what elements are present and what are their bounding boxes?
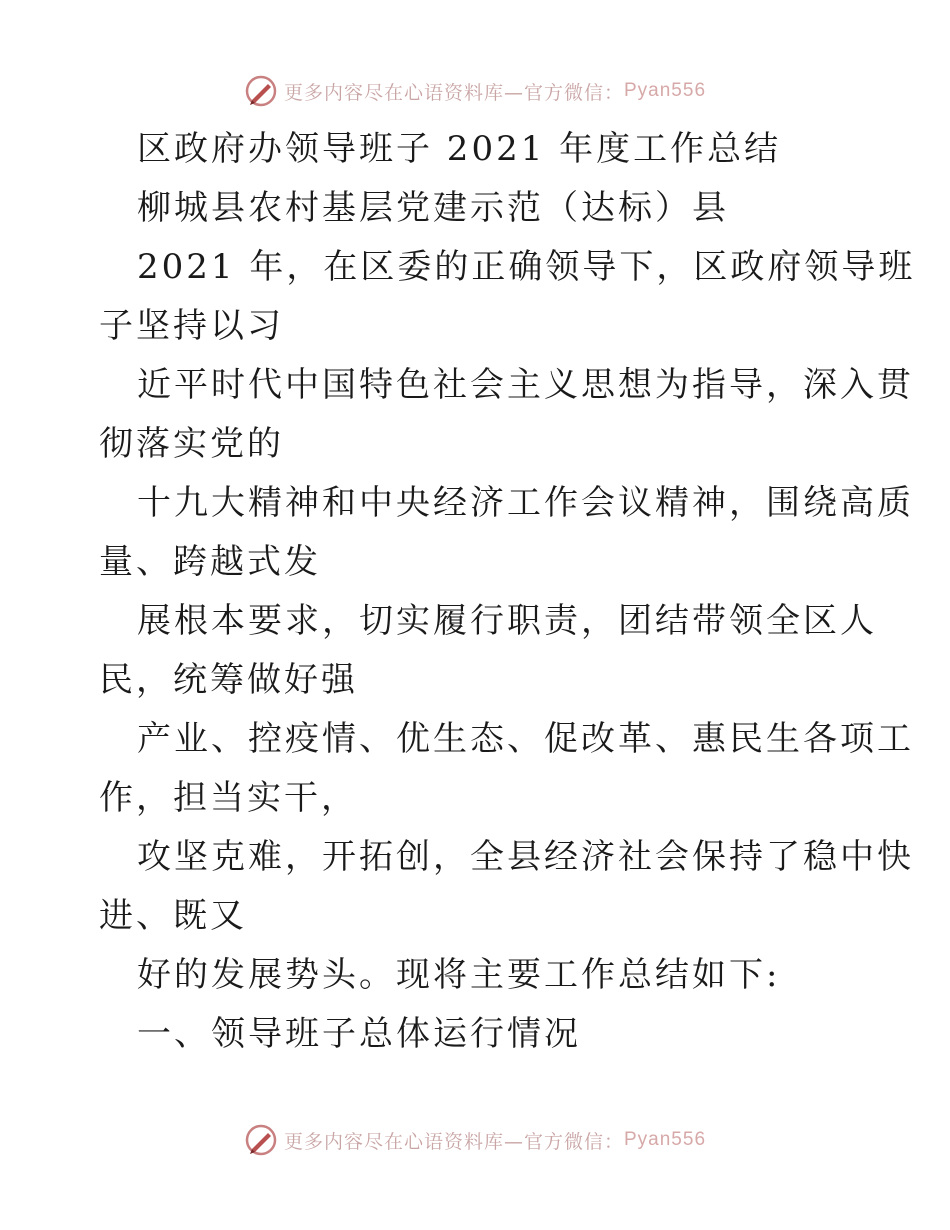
watermark-footer: [0, 1120, 950, 1160]
watermark-text: 更多内容尽在心语资料库—官方微信：: [283, 1130, 624, 1153]
paragraph-line: 十九大精神和中央经济工作会议精神，围绕高质: [137, 483, 914, 523]
watermark-handle: Pyan556: [624, 1129, 707, 1150]
document-subtitle: 柳城县农村基层党建示范（达标）县: [137, 188, 729, 228]
paragraph-line: 作，担当实干，: [99, 778, 358, 818]
paragraph-line: 好的发展势头。现将主要工作总结如下:: [137, 955, 781, 995]
pen-logo-icon: [244, 1123, 278, 1157]
paragraph-line: 产业、控疫情、优生态、促改革、惠民生各项工: [137, 719, 914, 759]
paragraph-line: 进、既又: [99, 896, 247, 936]
section-heading: 一、领导班子总体运行情况: [137, 1014, 581, 1054]
watermark-header: [0, 71, 950, 111]
watermark-handle: Pyan556: [624, 80, 707, 101]
document-title: 区政府办领导班子 2021 年度工作总结: [137, 129, 782, 169]
paragraph-line: 2021 年，在区委的正确领导下，区政府领导班: [137, 247, 916, 287]
paragraph-line: 民，统筹做好强: [99, 660, 358, 700]
paragraph-line: 量、跨越式发: [99, 542, 321, 582]
paragraph-line: 彻落实党的: [99, 424, 284, 464]
document-body: [99, 120, 916, 1064]
paragraph-line: 近平时代中国特色社会主义思想为指导，深入贯: [137, 365, 914, 405]
pen-logo-icon: [244, 74, 278, 108]
paragraph-line: 攻坚克难，开拓创，全县经济社会保持了稳中快: [137, 837, 914, 877]
watermark-text: 更多内容尽在心语资料库—官方微信：: [283, 81, 624, 104]
paragraph-line: 子坚持以习: [99, 306, 284, 346]
paragraph-line: 展根本要求，切实履行职责，团结带领全区人: [137, 601, 877, 641]
